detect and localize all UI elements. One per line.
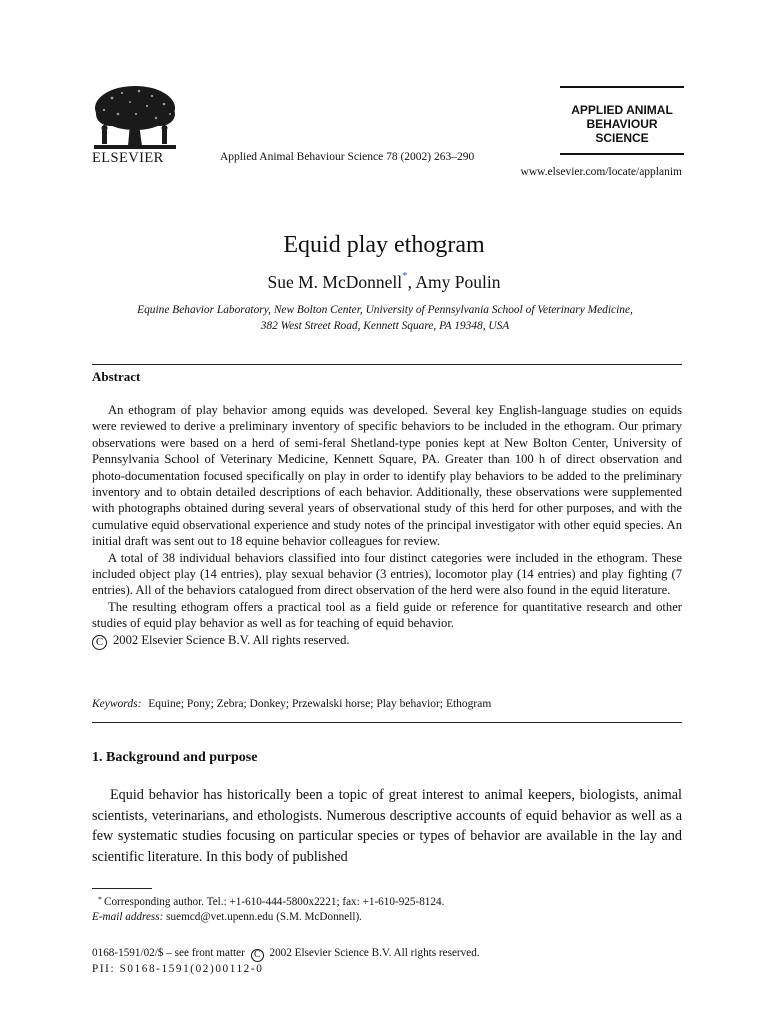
- abstract-body: [92, 402, 682, 650]
- journal-masthead: [560, 86, 684, 155]
- journal-title: [560, 88, 684, 153]
- section-heading: 1. Background and purpose: [92, 750, 258, 765]
- footnote-corresponding-text: Corresponding author. Tel.: +1-610-444-5800x2221; fax: +1-610-925-8124.: [104, 896, 445, 908]
- journal-title-line: APPLIED ANIMAL: [571, 103, 673, 117]
- abstract-paragraph: The resulting ethogram offers a practical tool as a field guide or reference for quantitative research and other studies of equid play behavior as well as for teaching of equid behavior.: [92, 599, 682, 631]
- front-matter: [92, 946, 480, 977]
- abstract-rule-bottom: [92, 722, 682, 723]
- affiliation-line: 382 West Street Road, Kennett Square, PA 19348, USA: [260, 320, 510, 332]
- abstract-paragraph: A total of 38 individual behaviors classified into four distinct categories were included in the ethogram. These included object play (14 entries), play sexual behavior (3 entries), locomotor play (14 entries) and play fighting (7 entries). All of the behaviors catalogued from direct observation of the herd were also found in the equid literature.: [92, 550, 682, 598]
- section-paragraph: Equid behavior has historically been a topic of great interest to animal keepers, biologists, animal scientists, veterinarians, and ethologists. Numerous descriptive accounts of equid behavior as well as a few systematic studies focusing on particular species or types of behavior are available in the lay and scientific literature. In this body of published: [92, 787, 682, 865]
- publisher-name: ELSEVIER: [92, 150, 164, 166]
- journal-citation: Applied Animal Behaviour Science 78 (2002) 263–290: [220, 151, 475, 163]
- author-separator: ,: [407, 272, 416, 292]
- front-matter-line: [92, 946, 480, 962]
- footnote-marker: *: [98, 895, 102, 904]
- abstract-rule-top: [92, 364, 682, 365]
- journal-title-line: SCIENCE: [595, 131, 649, 145]
- front-matter-text: 0168-1591/02/$ – see front matter: [92, 947, 245, 959]
- author-name: Sue M. McDonnell: [267, 272, 403, 292]
- author-affiliation: [90, 302, 680, 334]
- footnote-rule: [92, 888, 152, 889]
- footnote-email: [92, 910, 444, 925]
- journal-url[interactable]: www.elsevier.com/locate/applanim: [520, 166, 682, 178]
- author-name: Amy Poulin: [415, 272, 501, 292]
- pii: PII: S0168-1591(02)00112-0: [92, 963, 264, 975]
- copyright-text: 2002 Elsevier Science B.V. All rights reserved.: [113, 632, 350, 647]
- affiliation-line: Equine Behavior Laboratory, New Bolton Center, University of Pennsylvania School of Veterinary Medicine,: [137, 304, 633, 316]
- keywords-label: Keywords:: [92, 698, 142, 710]
- abstract-copyright: [92, 632, 682, 650]
- copyright-icon: C: [251, 949, 264, 962]
- author-list: [0, 272, 768, 293]
- keywords-list: Equine; Pony; Zebra; Donkey; Przewalski horse; Play behavior; Ethogram: [148, 698, 492, 710]
- journal-title-line: BEHAVIOUR: [586, 117, 658, 131]
- email-label: E-mail address:: [92, 911, 164, 923]
- masthead-rule-bottom: [560, 153, 684, 155]
- front-matter-copyright: 2002 Elsevier Science B.V. All rights reserved.: [269, 947, 480, 959]
- article-title: Equid play ethogram: [283, 232, 485, 258]
- footnote-corresponding: [92, 895, 444, 910]
- abstract-heading: Abstract: [92, 369, 141, 384]
- footnote: [92, 895, 444, 925]
- corresponding-author-marker[interactable]: *: [402, 270, 408, 283]
- copyright-icon: C: [92, 635, 107, 650]
- email-address[interactable]: suemcd@vet.upenn.edu (S.M. McDonnell).: [166, 911, 362, 923]
- keywords: [92, 698, 491, 710]
- abstract-paragraph: An ethogram of play behavior among equids was developed. Several key English-language studies on equids were reviewed to derive a preliminary inventory of specific behaviors to be included in the ethogram. Our primary observations were based on a herd of semi-feral Shetland-type ponies kept at New Bolton Center, University of Pennsylvania School of Veterinary Medicine, Kennett Square, PA. Greater than 100 h of direct observation and photo-documentation focused specifically on play in order to identify play behaviors to be added to the preliminary inventory and to obtain detailed descriptions of each behavior. Additionally, these observations were supplemented with photographs obtained during several years of observational study of this herd for other purposes, and with the cumulative equid observational experience and study notes of the principal investigator with other equid species. An initial draft was sent out to 18 equine behavior colleagues for review.: [92, 403, 682, 549]
